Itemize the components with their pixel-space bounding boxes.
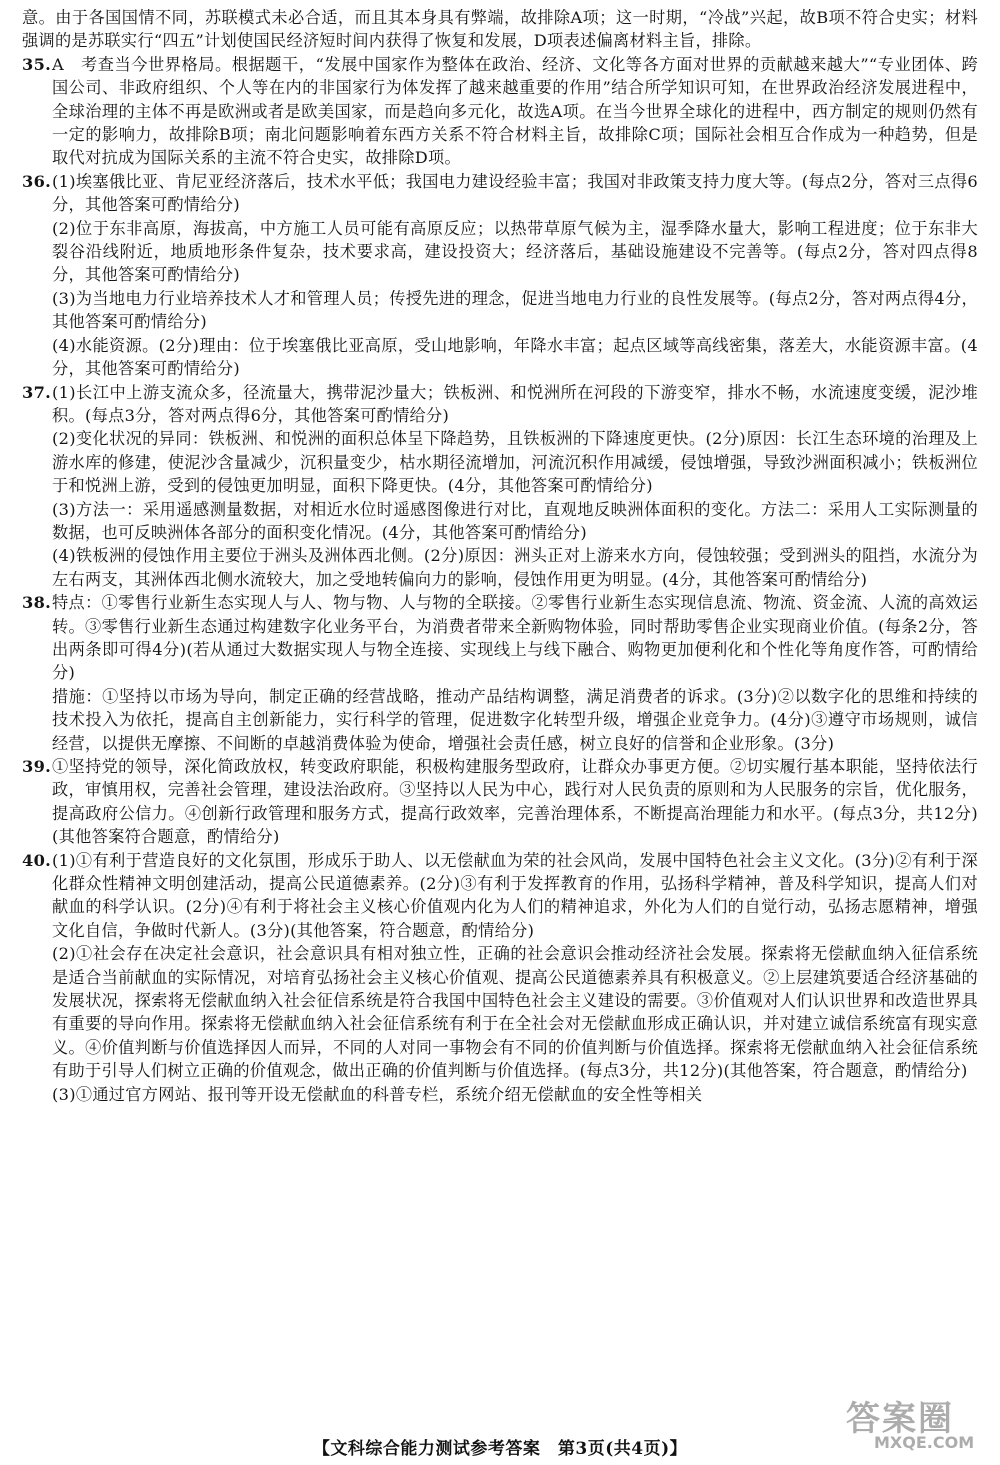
q34-continuation: 意。由于各国国情不同，苏联模式未必合适，而且其本身具有弊端，故排除A项；这一时期，“冷战”兴起，故B项不符合史实；材料强调的是苏联实行“四五”计划使国民经济短时间内获得了恢复和发展，D项表述偏离材料主旨，排除。 xyxy=(22,8,978,51)
answer-text: A 考查当今世界格局。根据题干，“发展中国家作为整体在政治、经济、文化等各方面对世界的贡献越来越大”“专业团体、跨国公司、非政府组织、个人等在内的非国家行为体发挥了越来越重要的作用”结合所学知识可知，在世界政治经济发展进程中，全球治理的主体不再是欧洲或者是欧美国家，而是趋向多元化，故选A项。在当今世界全球化的进程中，西方制定的规则仍然有一定的影响力，故排除B项；南北问题影响着东西方关系不符合材料主旨，故排除C项；国际社会相互合作成为一种趋势，但是取代对抗成为国际关系的主流不符合史实，故排除D项。 xyxy=(52,54,978,168)
answer-content xyxy=(22,6,978,1106)
answer-part: (2)①社会存在决定社会意识，社会意识具有相对独立性，正确的社会意识会推动经济社会发展。探索将无偿献血纳入征信系统是适合当前献血的实际情况，对培育弘扬社会主义核心价值观、提高公民道德素养具有积极意义。②上层建筑要适合经济基础的发展状况，探索将无偿献血纳入社会征信系统是符合我国中国特色社会主义建设的需要。③价值观对人们认识世界和改造世界具有重要的导向作用。探索将无偿献血纳入社会征信系统有利于在全社会对无偿献血形成正确认识，并对建立诚信系统富有现实意义。④价值判断与价值选择因人而异，不同的人对同一事物会有不同的价值判断与价值选择。探索将无偿献血纳入社会征信系统有助于引导人们树立正确的价值观念，做出正确的价值判断与价值选择。(每点3分，共12分)(其他答案，符合题意，酌情给分) xyxy=(52,944,978,1081)
question-number: 38. xyxy=(22,593,52,613)
answer-part: (1)埃塞俄比亚、肯尼亚经济落后，技术水平低；我国电力建设经验丰富；我国对非政策支持力度大等。(每点2分，答对三点得6分，其他答案可酌情给分) xyxy=(52,171,978,215)
question-38 xyxy=(22,591,978,755)
logo-url: MXQE.COM xyxy=(874,1433,975,1452)
answer-part: 措施：①坚持以市场为导向，制定正确的经营战略，推动产品结构调整，满足消费者的诉求。(3分)②以数字化的思维和持续的技术投入为依托，提高自主创新能力，实行科学的管理，促进数字化转型升级，增强企业竞争力。(4分)③遵守市场规则，诚信经营，以提供无摩擦、不间断的卓越消费体验为使命，增强社会责任感，树立良好的信誉和企业形象。(3分) xyxy=(52,686,978,753)
question-39 xyxy=(22,755,978,849)
answer-part: (4)铁板洲的侵蚀作用主要位于洲头及洲体西北侧。(2分)原因：洲头正对上游来水方向，侵蚀较强；受到洲头的阻挡，水流分为左右两支，其洲体西北侧水流较大，加之受地转偏向力的影响，侵蚀作用更为明显。(4分，其他答案可酌情给分) xyxy=(52,546,978,589)
question-number: 39. xyxy=(22,757,52,776)
question-36 xyxy=(22,170,978,381)
answer-part: (3)①通过官方网站、报刊等开设无偿献血的科普专栏，系统介绍无偿献血的安全性等相关 xyxy=(52,1084,703,1104)
answer-part: 特点：①零售行业新生态实现人与人、物与物、人与物的全联接。②零售行业新生态实现信息流、物流、资金流、人流的高效运转。③零售行业新生态通过构建数字化业务平台，为消费者带来全新购物体验，同时帮助零售企业实现商业价值。(每条2分，答出两条即可得4分)(若从通过大数据实现人与物全连接、实现线上与线下融合、购物更加便利化和个性化等角度作答，可酌情给分) xyxy=(52,593,978,683)
question-number: 40. xyxy=(22,850,52,870)
answer-part: (2)位于东非高原，海拔高，中方施工人员可能有高原反应；以热带草原气候为主，湿季降水量大，影响工程进度；位于东非大裂谷沿线附近，地质地形条件复杂，技术要求高，建设投资大；经济落后，基础设施建设不完善等。(每点2分，答对四点得8分，其他答案可酌情给分) xyxy=(52,218,978,285)
answer-part: (4)水能资源。(2分)理由：位于埃塞俄比亚高原，受山地影响，年降水丰富；起点区域等高线密集，落差大，水能资源丰富。(4分，其他答案可酌情给分) xyxy=(52,335,978,379)
site-logo-watermark xyxy=(836,1389,986,1459)
logo-mark: 答案圈 xyxy=(846,1399,954,1439)
question-40 xyxy=(22,849,978,1106)
question-number: 36. xyxy=(22,171,52,191)
answer-part: (3)为当地电力行业培养技术人才和管理人员；传授先进的理念，促进当地电力行业的良性发展等。(每点2分，答对两点得4分，其他答案可酌情给分) xyxy=(52,288,978,332)
answer-part: (2)变化状况的异同：铁板洲、和悦洲的面积总体呈下降趋势，且铁板洲的下降速度更快。(2分)原因：长江生态环境的治理及上游水库的修建，使泥沙含量减少，沉积量变少，枯水期径流增加，河流沉积作用减缓，侵蚀增强，导致沙洲面积减小；铁板洲位于和悦洲上游，受到的侵蚀更加明显，面积下降更快。(4分，其他答案可酌情给分) xyxy=(52,429,978,496)
answer-part: (3)方法一：采用遥感测量数据，对相近水位时遥感图像进行对比，直观地反映洲体面积的变化。方法二：采用人工实际测量的数据，也可反映洲体各部分的面积变化情况。(4分，其他答案可酌情给分) xyxy=(52,499,978,542)
question-35 xyxy=(22,53,978,170)
question-number: 35. xyxy=(22,54,52,74)
question-number: 37. xyxy=(22,382,52,402)
answer-part: (1)长江中上游支流众多，径流量大，携带泥沙量大；铁板洲、和悦洲所在河段的下游变窄，排水不畅，水流速度变缓，泥沙堆积。(每点3分，答对两点得6分，其他答案可酌情给分) xyxy=(52,382,978,425)
answer-text: ①坚持党的领导，深化简政放权，转变政府职能，积极构建服务型政府，让群众办事更方便。②切实履行基本职能，坚持依法行政，审慎用权，完善社会管理，建设法治政府。③坚持以人民为中心，践行对人民负责的原则和为人民服务的宗旨，优化服务，提高政府公信力。④创新行政管理和服务方式，提高行政效率，完善治理体系，不断提高治理能力和水平。(每点3分，共12分)(其他答案符合题意，酌情给分) xyxy=(52,757,978,847)
answer-part: (1)①有利于营造良好的文化氛围，形成乐于助人、以无偿献血为荣的社会风尚，发展中国特色社会主义文化。(3分)②有利于深化群众性精神文明创建活动，提高公民道德素养。(2分)③有利于发挥教育的作用，弘扬科学精神，普及科学知识，提高人们对献血的科学认识。(2分)④有利于将社会主义核心价值观内化为人们的精神追求，外化为人们的自觉行动，弘扬志愿精神，增强文化自信，争做时代新人。(3分)(其他答案，符合题意，酌情给分) xyxy=(52,850,978,940)
question-37 xyxy=(22,381,978,592)
page-footer: 【文科综合能力测试参考答案 第3页(共4页)】 xyxy=(312,1439,688,1459)
